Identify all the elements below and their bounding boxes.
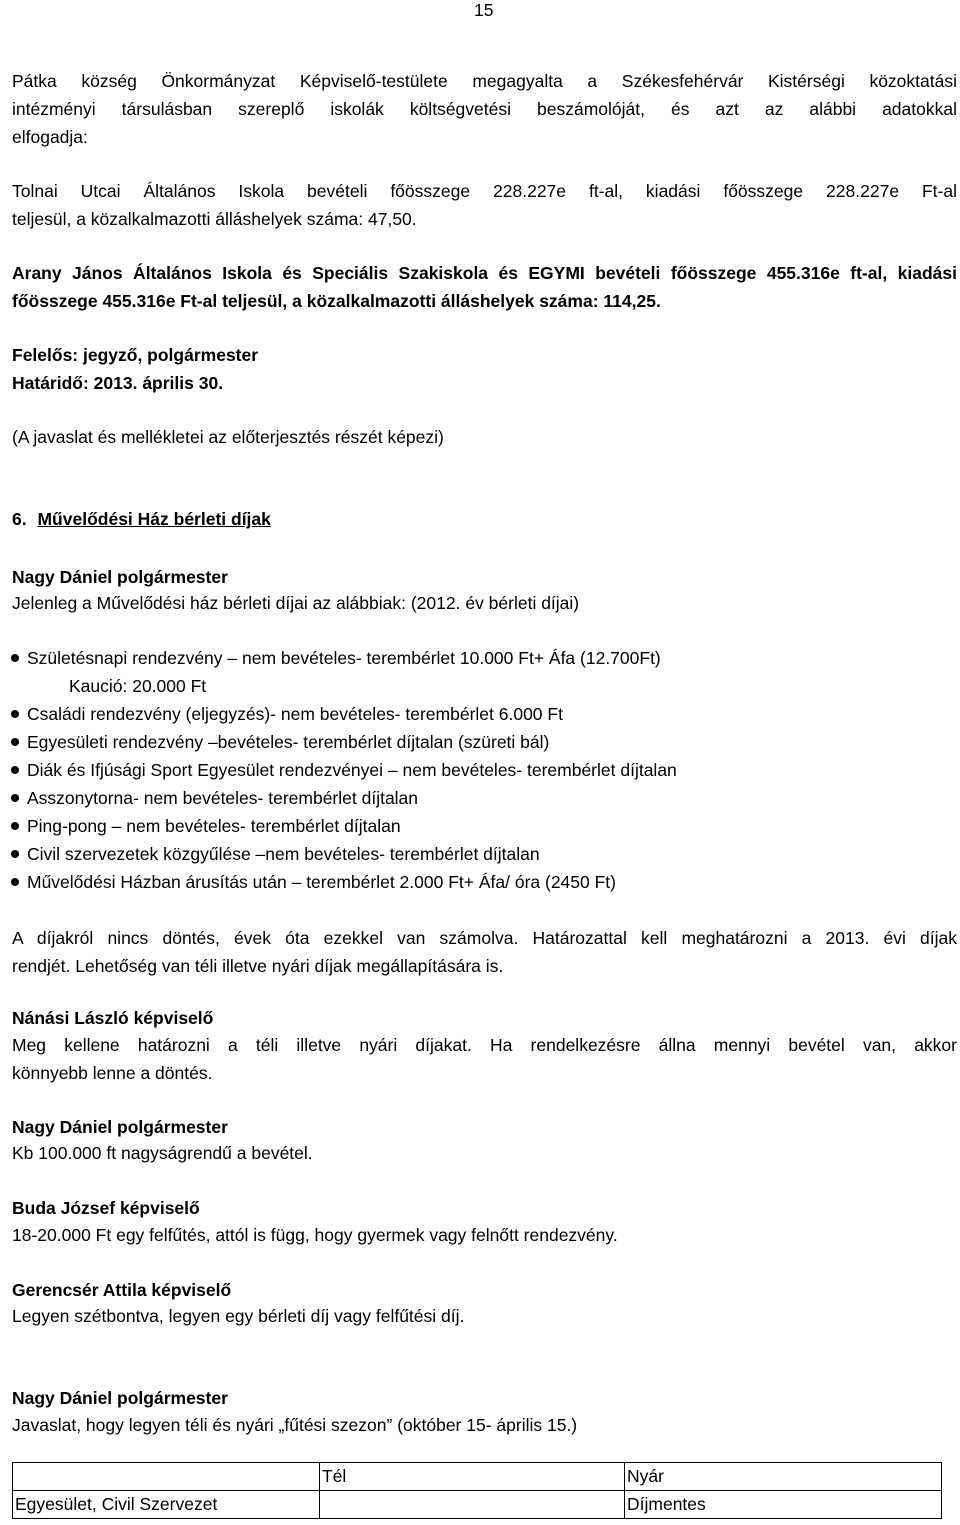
intro-line-2: intézményi társulásban szereplő iskolák költségvetési beszámolóját, és azt az alábbi adatokkal xyxy=(12,99,957,119)
bullet-icon xyxy=(11,738,19,746)
list-item: Művelődési Házban árusítás után – terembérlet 2.000 Ft+ Áfa/ óra (2450 Ft) xyxy=(12,868,957,896)
table-header-cell xyxy=(13,1463,320,1491)
school2-line-2: főösszege 455.316e Ft-al teljesül, a közalkalmazotti álláshelyek száma: 114,25. xyxy=(12,291,661,311)
list-item: Egyesületi rendezvény –bevételes- terembérlet díjtalan (szüreti bál) xyxy=(12,728,957,756)
list-item: Civil szervezetek közgyűlése –nem bevételes- terembérlet díjtalan xyxy=(12,840,957,868)
school2-line-1: Arany János Általános Iskola és Speciális Szakiskola és EGYMI bevételi főösszege 455.316e ft-al, kiadási xyxy=(12,263,957,283)
bullet-icon xyxy=(11,822,19,830)
bullet-icon xyxy=(11,794,19,802)
bullet-icon xyxy=(11,850,19,858)
intro-line-3: elfogadja: xyxy=(12,127,88,147)
bullet-icon xyxy=(11,710,19,718)
list-item: Kaució: 20.000 Ft xyxy=(69,676,207,696)
no-decision-line-2: rendjét. Lehetőség van téli illetve nyári díjak megállapítására is. xyxy=(12,956,504,976)
speaker-5-text: Legyen szétbontva, legyen egy bérleti díj vagy felfűtési díj. xyxy=(12,1306,465,1326)
speaker-2-text-line-1: Meg kellene határozni a téli illetve nyári díjakat. Ha rendelkezésre állna mennyi bevétel van, akkor xyxy=(12,1035,957,1055)
table-cell: Egyesület, Civil Szervezet xyxy=(13,1491,320,1519)
school1-line-1: Tolnai Utcai Általános Iskola bevételi főösszege 228.227e ft-al, kiadási főösszege 228.227e Ft-al xyxy=(12,181,957,201)
fee-list xyxy=(12,644,957,896)
no-decision-line-1: A díjakról nincs döntés, évek óta ezekkel van számolva. Határozattal kell meghatározni a 2013. évi díjak xyxy=(12,928,957,948)
fee-table xyxy=(12,1462,942,1519)
section-number: 6. xyxy=(12,509,27,529)
list-item: Asszonytorna- nem bevételes- terembérlet díjtalan xyxy=(12,784,957,812)
speaker-2-text-line-2: könnyebb lenne a döntés. xyxy=(12,1063,213,1083)
table-row xyxy=(13,1491,942,1519)
table-header-cell: Tél xyxy=(320,1463,625,1491)
speaker-1-name: Nagy Dániel polgármester xyxy=(12,567,228,587)
list-item: Családi rendezvény (eljegyzés)- nem bevételes- terembérlet 6.000 Ft xyxy=(12,700,957,728)
table-header-row xyxy=(13,1463,942,1491)
responsible: Felelős: jegyző, polgármester xyxy=(12,345,259,365)
section-title: Művelődési Ház bérleti díjak xyxy=(37,509,271,529)
bullet-icon xyxy=(11,878,19,886)
list-item: Ping-pong – nem bevételes- terembérlet díjtalan xyxy=(12,812,957,840)
current-fees-intro: Jelenleg a Művelődési ház bérleti díjai az alábbiak: (2012. év bérleti díjai) xyxy=(12,593,580,613)
list-item: Születésnapi rendezvény – nem bevételes- terembérlet 10.000 Ft+ Áfa (12.700Ft) xyxy=(12,644,957,672)
speaker-4-name: Buda József képviselő xyxy=(12,1198,200,1218)
attachment-note: (A javaslat és mellékletei az előterjesztés részét képezi) xyxy=(12,427,444,447)
table-cell xyxy=(320,1491,625,1519)
speaker-3-text: Kb 100.000 ft nagyságrendű a bevétel. xyxy=(12,1143,313,1163)
deadline: Határidő: 2013. április 30. xyxy=(12,373,224,393)
page-number: 15 xyxy=(474,0,494,20)
intro-line-1: Pátka község Önkormányzat Képviselő-testülete megagyalta a Székesfehérvár Kistérségi közoktatási xyxy=(12,71,957,91)
section-heading xyxy=(12,505,957,533)
speaker-5-name: Gerencsér Attila képviselő xyxy=(12,1280,232,1300)
speaker-3-name: Nagy Dániel polgármester xyxy=(12,1117,228,1137)
school1-line-2: teljesül, a közalkalmazotti álláshelyek száma: 47,50. xyxy=(12,209,417,229)
speaker-4-text: 18-20.000 Ft egy felfűtés, attól is függ, hogy gyermek vagy felnőtt rendezvény. xyxy=(12,1225,618,1245)
speaker-6-name: Nagy Dániel polgármester xyxy=(12,1388,228,1408)
table-header-cell: Nyár xyxy=(625,1463,942,1491)
bullet-icon xyxy=(11,766,19,774)
list-item: Diák és Ifjúsági Sport Egyesület rendezvényei – nem bevételes- terembérlet díjtalan xyxy=(12,756,957,784)
bullet-icon xyxy=(11,654,19,662)
speaker-6-text: Javaslat, hogy legyen téli és nyári „fűtési szezon” (október 15- április 15.) xyxy=(12,1415,578,1435)
speaker-2-name: Nánási László képviselő xyxy=(12,1008,214,1028)
table-cell: Díjmentes xyxy=(625,1491,942,1519)
